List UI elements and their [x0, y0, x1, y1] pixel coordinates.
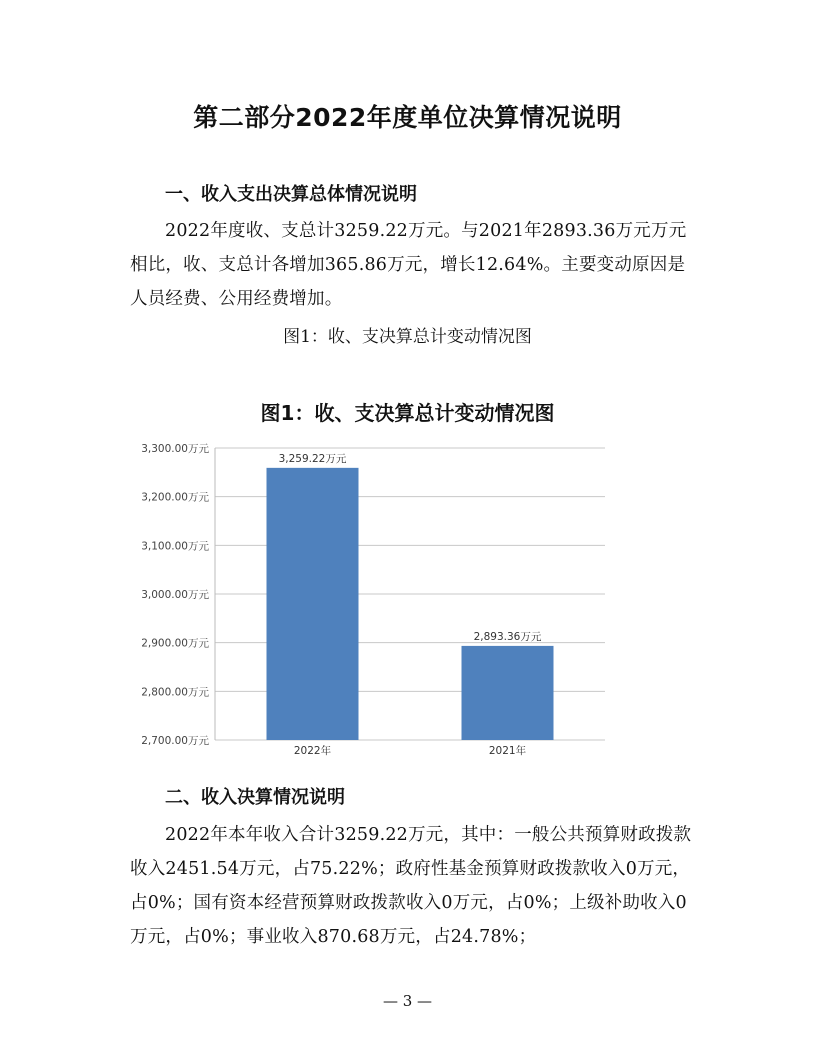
y-tick-label: 3,100.00万元 [141, 540, 209, 553]
bar-value-label: 2,893.36万元 [473, 630, 542, 643]
chart-title: 图1：收、支决算总计变动情况图 [260, 401, 555, 425]
section2-paragraph: 2022年本年收入合计3259.22万元，其中：一般公共预算财政拨款收入2451.54万元，占75.22%；政府性基金预算财政拨款收入0万元，占0%；国有资本经营预算财政拨款收入0万元，占0%；上级补助收入0万元，占0%；事业收入870.68万元，占24.78%； [130, 825, 692, 947]
chart-y-ticks [141, 443, 209, 747]
figure-caption: 图1：收、支决算总计变动情况图 [283, 327, 532, 347]
page-number: — 3 — [382, 992, 433, 1010]
y-tick-label: 2,800.00万元 [141, 686, 209, 699]
y-tick-label: 3,300.00万元 [141, 443, 209, 455]
bar [462, 646, 554, 740]
x-tick-label: 2021年 [488, 745, 527, 757]
section2-heading: 二、收入决算情况说明 [165, 787, 345, 808]
y-tick-label: 3,200.00万元 [141, 491, 209, 504]
section1-heading: 一、收入支出决算总体情况说明 [165, 184, 417, 205]
chart-x-ticks [294, 744, 527, 757]
y-tick-label: 2,700.00万元 [141, 735, 209, 747]
y-tick-label: 3,000.00万元 [141, 589, 209, 601]
page-title: 第二部分2022年度单位决算情况说明 [193, 103, 622, 132]
chart-bars [267, 468, 554, 740]
y-tick-label: 2,900.00万元 [141, 637, 209, 650]
section1-paragraph: 2022年度收、支总计3259.22万元。与2021年2893.36万元万元相比，收、支总计各增加365.86万元，增长12.64%。主要变动原因是人员经费、公用经费增加。 [130, 221, 687, 309]
bar [267, 468, 359, 740]
bar-value-label: 3,259.22万元 [278, 452, 347, 465]
x-tick-label: 2022年 [293, 745, 332, 757]
